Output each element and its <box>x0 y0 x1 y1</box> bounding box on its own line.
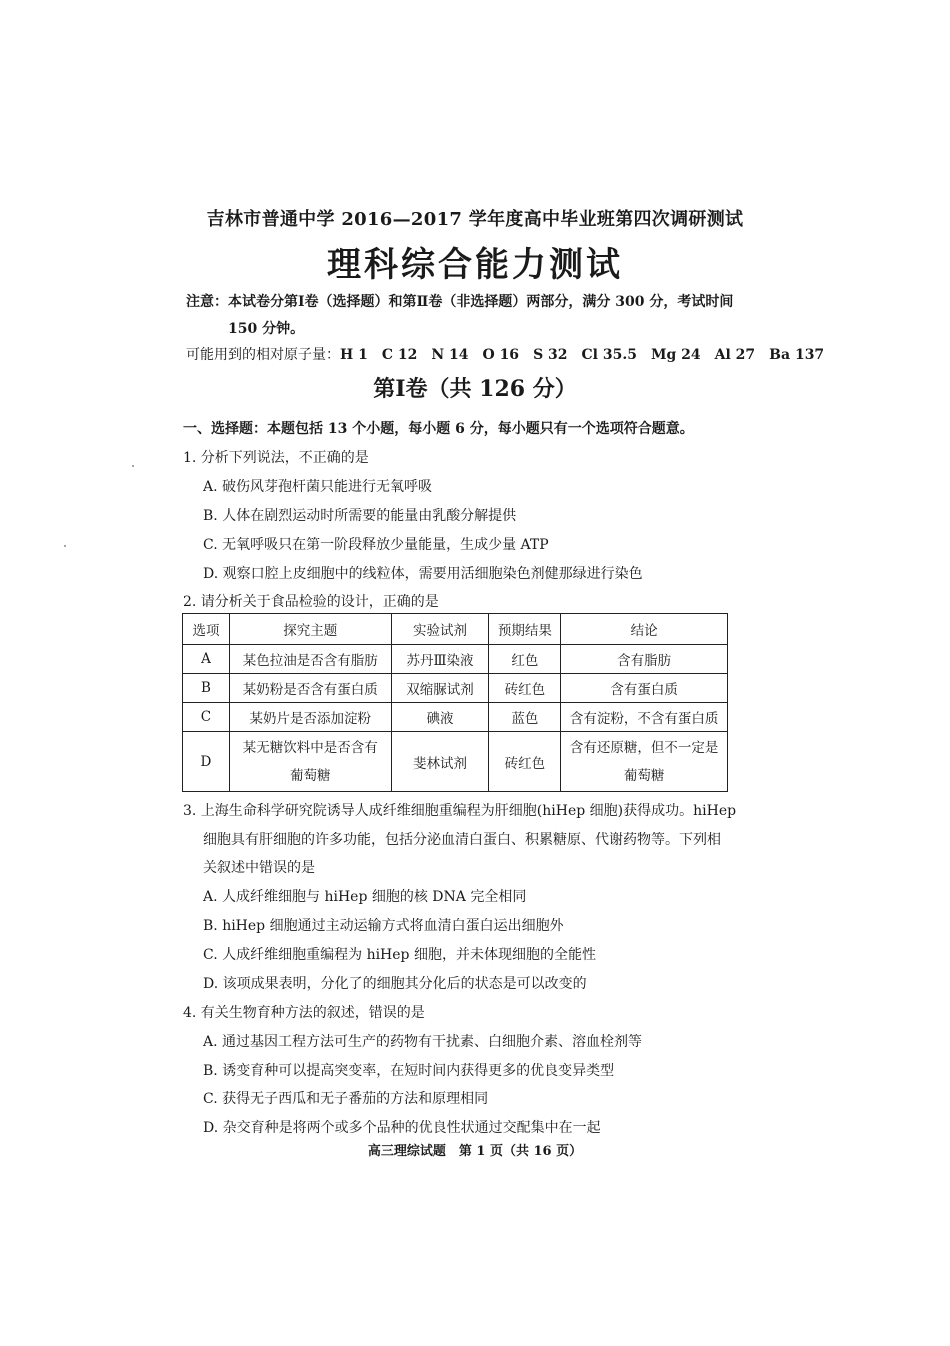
table-cell: 碘液 <box>391 703 489 732</box>
table-cell: 红色 <box>489 645 561 674</box>
table-cell: 斐林试剂 <box>391 732 489 792</box>
table-header: 预期结果 <box>489 614 561 645</box>
question-4-stem: 4. 有关生物育种方法的叙述，错误的是 <box>183 1005 425 1021</box>
table-cell: D <box>183 732 230 792</box>
table-header: 选项 <box>183 614 230 645</box>
scan-speck <box>64 545 66 547</box>
atomic-mass-item: N 14 <box>431 347 469 363</box>
table-cell-line: 葡萄糖 <box>290 767 331 784</box>
question-4-option-a: A. 通过基因工程方法可生产的药物有干扰素、白细胞介素、溶血栓剂等 <box>203 1034 643 1050</box>
question-3-option-c: C. 人成纤维细胞重编程为 hiHep 细胞，并未体现细胞的全能性 <box>203 947 596 963</box>
atomic-mass-item: S 32 <box>533 347 568 363</box>
atomic-mass-item: H 1 <box>340 347 368 363</box>
table-cell: A <box>183 645 230 674</box>
atomic-mass-item: Mg 24 <box>650 347 701 363</box>
notice-line-1: 注意：本试卷分第Ⅰ卷（选择题）和第Ⅱ卷（非选择题）两部分，满分 300 分，考试时间 <box>186 294 734 310</box>
question-3-option-b: B. hiHep 细胞通过主动运输方式将血清白蛋白运出细胞外 <box>203 918 564 934</box>
table-cell-line: 某无糖饮料中是否含有 <box>242 739 378 756</box>
table-cell-line: 含有还原糖，但不一定是 <box>569 739 719 756</box>
table-cell <box>229 732 391 792</box>
table-header: 实验试剂 <box>391 614 489 645</box>
question-3-option-d: D. 该项成果表明，分化了的细胞其分化后的状态是可以改变的 <box>203 976 587 992</box>
question-3-stem-line-3: 关叙述中错误的是 <box>203 860 315 876</box>
atomic-mass-item: C 12 <box>381 347 418 363</box>
table-cell-line: 葡萄糖 <box>623 767 665 784</box>
exam-title: 吉林市普通中学 2016—2017 学年度高中毕业班第四次调研测试 <box>206 209 744 230</box>
atomic-masses-label: 可能用到的相对原子量： <box>186 347 340 363</box>
atomic-mass-item: Cl 35.5 <box>581 347 637 363</box>
table-header: 结论 <box>561 614 728 645</box>
subject-title: 理科综合能力测试 <box>327 245 623 285</box>
question-1-option-b: B. 人体在剧烈运动时所需要的能量由乳酸分解提供 <box>203 508 517 524</box>
question-3-stem-line-2: 细胞具有肝细胞的许多功能，包括分泌血清白蛋白、积累糖原、代谢药物等。下列相 <box>203 832 721 848</box>
question-3-option-a: A. 人成纤维细胞与 hiHep 细胞的核 DNA 完全相同 <box>203 889 527 905</box>
question-1-option-c: C. 无氧呼吸只在第一阶段释放少量能量，生成少量 ATP <box>203 537 549 553</box>
scan-speck <box>132 465 134 467</box>
question-1-option-a: A. 破伤风芽孢杆菌只能进行无氧呼吸 <box>203 479 433 495</box>
atomic-masses <box>186 344 824 364</box>
table-row <box>183 732 728 792</box>
question-4-option-d: D. 杂交育种是将两个或多个品种的优良性状通过交配集中在一起 <box>203 1120 601 1136</box>
question-4-option-b: B. 诱变育种可以提高突变率，在短时间内获得更多的优良变异类型 <box>203 1063 615 1079</box>
atomic-mass-item: Al 27 <box>714 347 756 363</box>
food-test-table <box>182 613 728 792</box>
question-2-stem: 2. 请分析关于食品检验的设计，正确的是 <box>183 594 439 610</box>
table-cell: 砖红色 <box>489 674 561 703</box>
table-cell: 蓝色 <box>489 703 561 732</box>
table-cell: B <box>183 674 230 703</box>
table-cell: 含有蛋白质 <box>561 674 728 703</box>
page-footer: 高三理综试题 第 1 页（共 16 页） <box>367 1144 583 1159</box>
question-4-option-c: C. 获得无子西瓜和无子番茄的方法和原理相同 <box>203 1091 489 1107</box>
question-1-stem: 1. 分析下列说法，不正确的是 <box>183 450 369 466</box>
table-cell: 某奶片是否添加淀粉 <box>229 703 391 732</box>
question-3-stem-line-1: 3. 上海生命科学研究院诱导人成纤维细胞重编程为肝细胞(hiHep 细胞)获得成功。hiHep <box>183 803 737 819</box>
section-title: 第Ⅰ卷（共 126 分） <box>373 376 577 402</box>
table-cell <box>561 732 728 792</box>
table-cell: 双缩脲试剂 <box>391 674 489 703</box>
table-cell: 含有脂肪 <box>561 645 728 674</box>
question-1-option-d: D. 观察口腔上皮细胞中的线粒体，需要用活细胞染色剂健那绿进行染色 <box>203 566 643 582</box>
table-cell: 某色拉油是否含有脂肪 <box>229 645 391 674</box>
table-header-row <box>183 614 728 645</box>
notice-line-2: 150 分钟。 <box>228 321 305 337</box>
table-cell: 某奶粉是否含有蛋白质 <box>229 674 391 703</box>
section-instruction: 一、选择题：本题包括 13 个小题，每小题 6 分，每小题只有一个选项符合题意。 <box>183 421 694 437</box>
table-cell: 砖红色 <box>489 732 561 792</box>
atomic-mass-item: Ba 137 <box>769 347 825 363</box>
table-row <box>183 645 728 674</box>
table-cell: 含有淀粉，不含有蛋白质 <box>561 703 728 732</box>
table-row <box>183 674 728 703</box>
table-row <box>183 703 728 732</box>
table-header: 探究主题 <box>229 614 391 645</box>
table-cell: 苏丹Ⅲ染液 <box>391 645 489 674</box>
atomic-mass-item: O 16 <box>482 347 520 363</box>
table-cell: C <box>183 703 230 732</box>
